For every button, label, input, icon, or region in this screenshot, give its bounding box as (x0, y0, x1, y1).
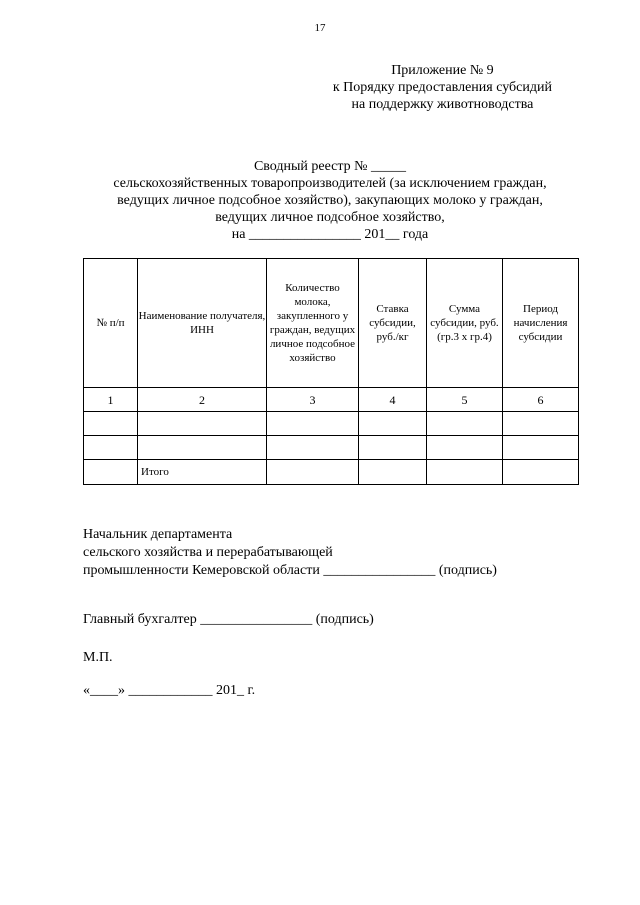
table-cell (503, 460, 579, 485)
column-number: 5 (427, 388, 503, 412)
title-line-5: на ________________ 201__ года (231, 227, 429, 242)
header-period: Период начисления субсидии (503, 259, 579, 388)
appendix-line-3: на поддержку животноводства (351, 97, 534, 112)
table-row (84, 436, 579, 460)
table-cell (84, 436, 138, 460)
table-cell (359, 412, 427, 436)
table-cell (138, 412, 267, 436)
title-line-3: ведущих личное подсобное хозяйство), закупающих молоко у граждан, (117, 193, 543, 208)
column-number: 2 (138, 388, 267, 412)
header-number: № п/п (84, 259, 138, 388)
table-cell (503, 412, 579, 436)
appendix-line-1: Приложение № 9 (391, 63, 494, 78)
page-number: 17 (314, 22, 326, 34)
table-cell (267, 412, 359, 436)
stamp-placeholder: М.П. (83, 650, 113, 665)
table-cell (267, 460, 359, 485)
table-cell (359, 436, 427, 460)
total-label: Итого (138, 460, 267, 485)
chief-accountant-signature: Главный бухгалтер ________________ (подпись) (83, 612, 374, 627)
table-row (84, 412, 579, 436)
date-line: «____» ____________ 201_ г. (83, 683, 256, 698)
title-line-1: Сводный реестр № _____ (253, 159, 407, 174)
title-line-2: сельскохозяйственных товаропроизводителей (за исключением граждан, (113, 176, 547, 191)
document-title (60, 158, 600, 243)
register-table (83, 258, 579, 485)
column-number: 3 (267, 388, 359, 412)
appendix-header (333, 62, 552, 113)
table-cell (359, 460, 427, 485)
column-number: 1 (84, 388, 138, 412)
table-header-row (84, 259, 579, 388)
signature-line-1: Начальник департамента (83, 527, 233, 542)
table-cell (503, 436, 579, 460)
signature-line-3: промышленности Кемеровской области ________________ (подпись) (83, 563, 497, 578)
table-cell (427, 436, 503, 460)
column-number: 4 (359, 388, 427, 412)
table-cell (267, 436, 359, 460)
table-cell (84, 460, 138, 485)
table-cell (138, 436, 267, 460)
header-rate: Ставка субсидии, руб./кг (359, 259, 427, 388)
department-head-signature (83, 526, 497, 580)
column-numbers-row (84, 388, 579, 412)
signature-line-2: сельского хозяйства и перерабатывающей (83, 545, 333, 560)
table-cell (427, 412, 503, 436)
appendix-line-2: к Порядку предоставления субсидий (332, 80, 552, 95)
header-recipient: Наименование получателя, ИНН (138, 259, 267, 388)
table-cell (84, 412, 138, 436)
table-cell (427, 460, 503, 485)
header-milk-quantity: Количество молока, закупленного у граждан, ведущих личное подсобное хозяйство (267, 259, 359, 388)
total-row (84, 460, 579, 485)
column-number: 6 (503, 388, 579, 412)
header-amount: Сумма субсидии, руб. (гр.3 х гр.4) (427, 259, 503, 388)
title-line-4: ведущих личное подсобное хозяйство, (215, 210, 445, 225)
